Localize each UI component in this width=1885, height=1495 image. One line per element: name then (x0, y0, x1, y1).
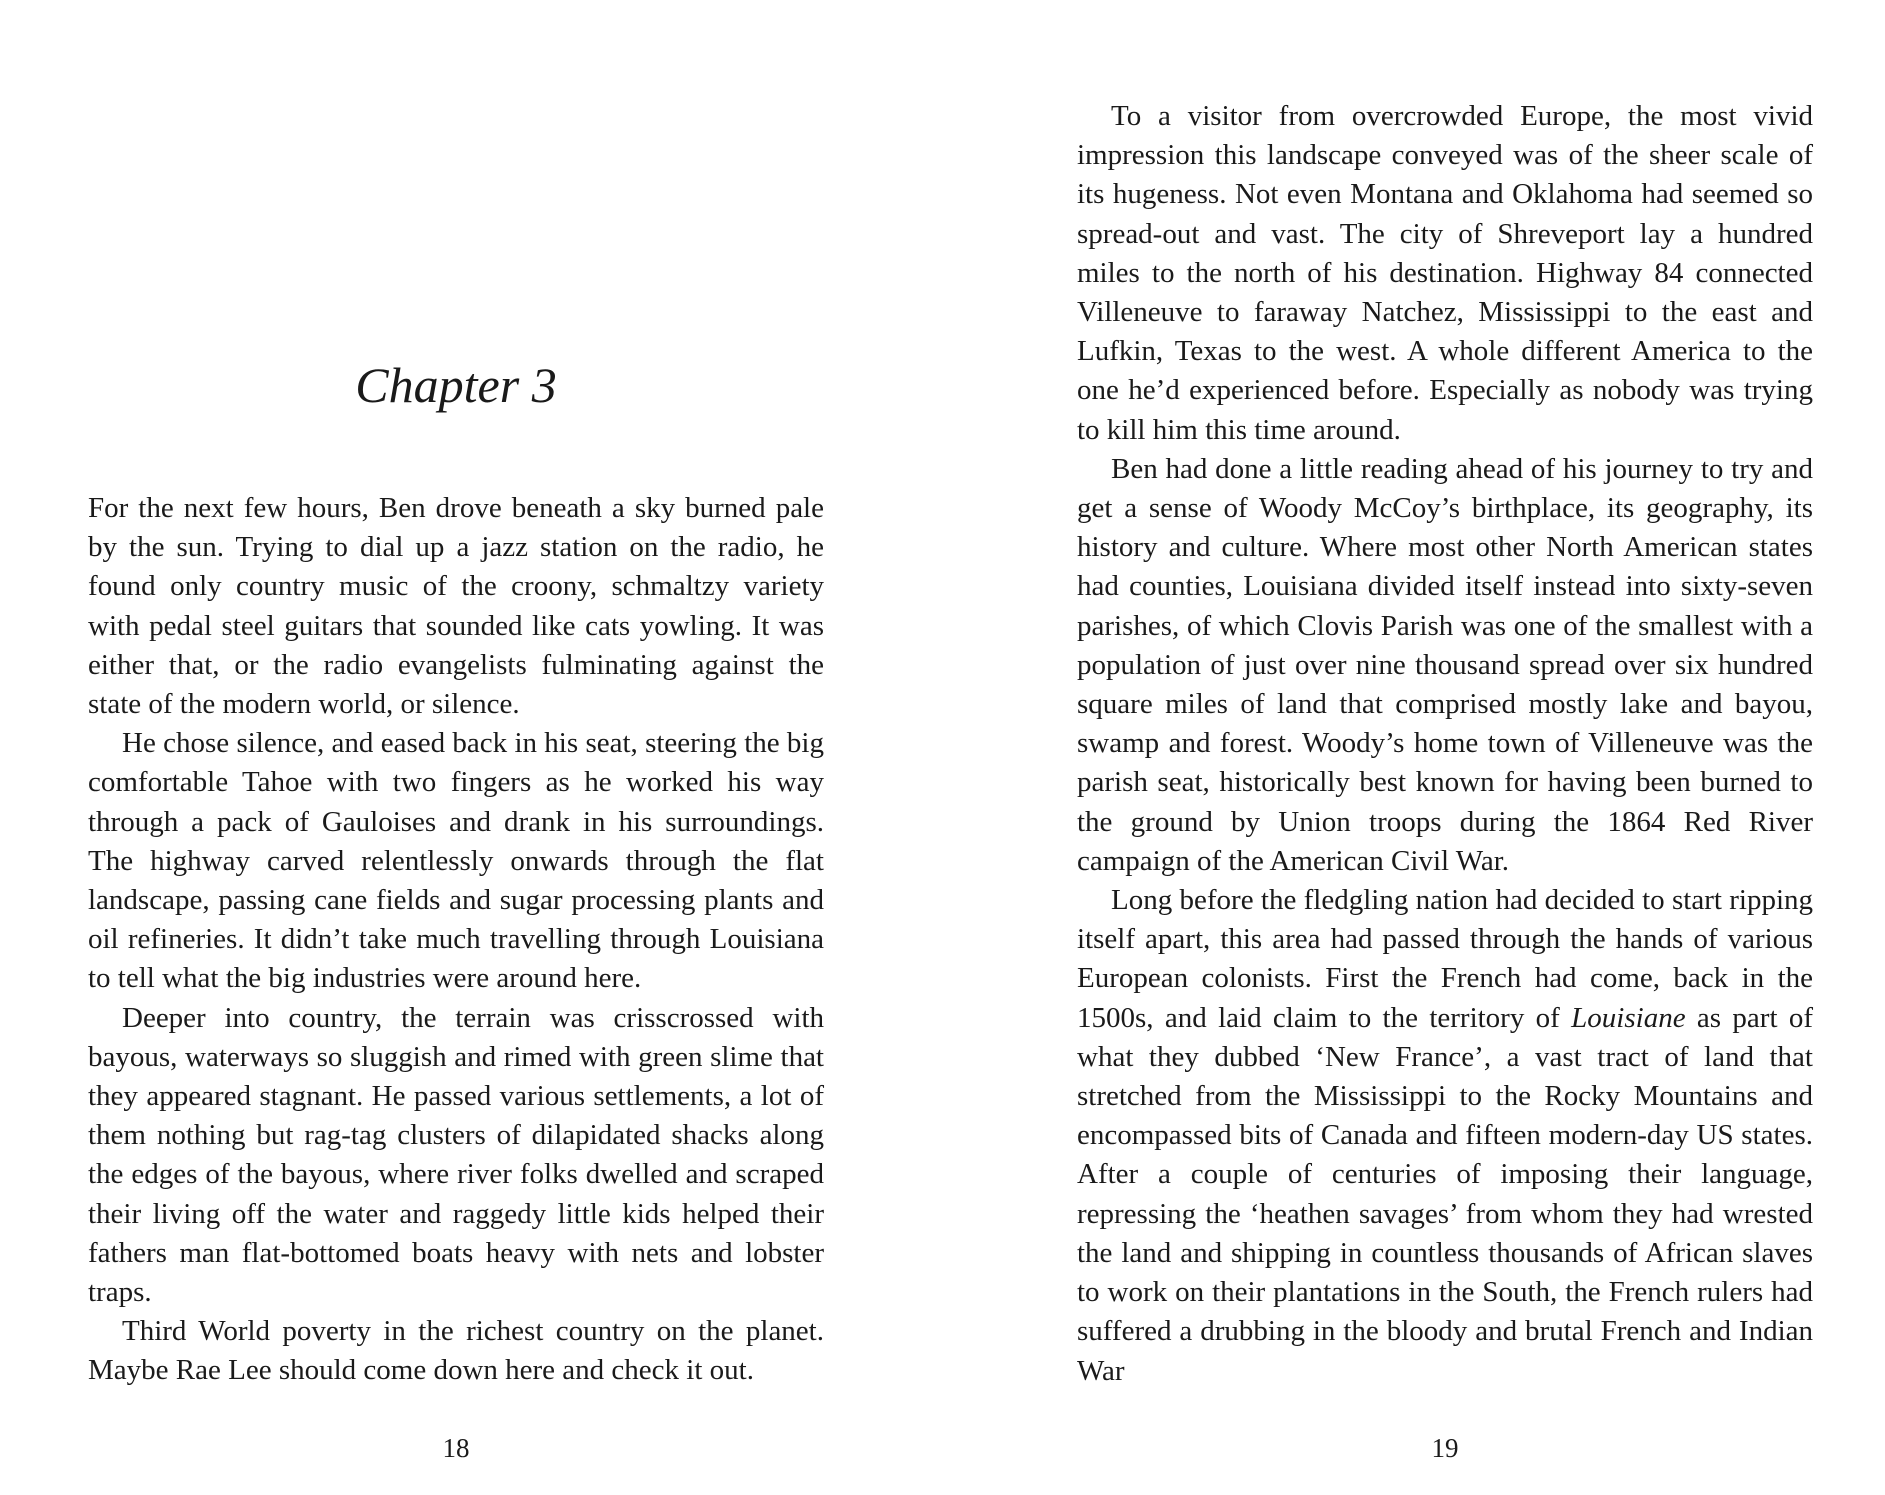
page-number-left: 18 (442, 1433, 470, 1463)
paragraph-text: Long before the fledgling nation had decided to start ripping itself apart, this area had passed through the hands of various European colonists. First the French had come, back in the 1500s, and laid claim to the territory of (1077, 884, 1813, 1034)
page-number-right: 19 (1431, 1433, 1459, 1463)
paragraph (1077, 881, 1813, 1391)
paragraph: Third World poverty in the richest country on the planet. Maybe Rae Lee should come down here and check it out. (88, 1315, 824, 1387)
paragraph-text: as part of what they dubbed ‘New France’, a vast tract of land that stretched from the Mississippi to the Rocky Mountains and encompassed bits of Canada and fifteen modern-day US states. After a couple of centuries of imposing their language, repressing the ‘heathen savages’ from whom they had wrested the land and shipping in countless thousands of African slaves to work on their plantations in the South, the French rulers had suffered a drubbing in the bloody and brutal French and Indian War (1077, 1001, 1813, 1387)
paragraph: For the next few hours, Ben drove beneath a sky burned pale by the sun. Trying to dial up a jazz station on the radio, he found only country music of the croony, schmaltzy variety with pedal steel guitars that sounded like cats yowling. It was either that, or the radio evangelists fulminating against the state of the modern world, or silence. (88, 492, 824, 721)
paragraph: Ben had done a little reading ahead of his journey to try and get a sense of Woody McCoy’s birthplace, its geography, its history and culture. Where most other North American states had counties, Louisiana divided itself instead into sixty-seven parishes, of which Clovis Parish was one of the smallest with a population of just over nine thousand spread over six hundred square miles of land that comprised mostly lake and bayou, swamp and forest. Woody’s home town of Villeneuve was the parish seat, historically best known for having been burned to the ground by Union troops during the 1864 Red River campaign of the American Civil War. (1077, 452, 1813, 877)
paragraph: Deeper into country, the terrain was crisscrossed with bayous, waterways so sluggish and rimed with green slime that they appeared stagnant. He passed various settlements, a lot of them nothing but rag-tag clusters of dilapidated shacks along the edges of the bayous, where river folks dwelled and scraped their living off the water and raggedy little kids helped their fathers man flat-bottomed boats heavy with nets and lobster traps. (88, 1001, 824, 1309)
chapter-title: Chapter 3 (355, 357, 557, 413)
right-body-text (1077, 97, 1813, 1391)
paragraph: To a visitor from overcrowded Europe, the most vivid impression this landscape conveyed was of the sheer scale of its hugeness. Not even Montana and Oklahoma had seemed so spread-out and vast. The city of Shreveport lay a hundred miles to the north of his destination. Highway 84 connected Villeneuve to faraway Natchez, Mississippi to the east and Lufkin, Texas to the west. A whole different America to the one he’d experienced before. Especially as nobody was trying to kill him this time around. (1077, 100, 1813, 446)
left-page (88, 0, 824, 1495)
italic-term: Louisiane (1571, 1001, 1686, 1034)
paragraph: He chose silence, and eased back in his seat, steering the big comfortable Tahoe with two fingers as he worked his way through a pack of Gauloises and drank in his surroundings. The highway carved relentlessly onwards through the flat landscape, passing cane fields and sugar processing plants and oil refineries. It didn’t take much travelling through Louisiana to tell what the big industries were around here. (88, 727, 824, 995)
right-page (1077, 0, 1813, 1495)
left-body-text (88, 489, 824, 1391)
